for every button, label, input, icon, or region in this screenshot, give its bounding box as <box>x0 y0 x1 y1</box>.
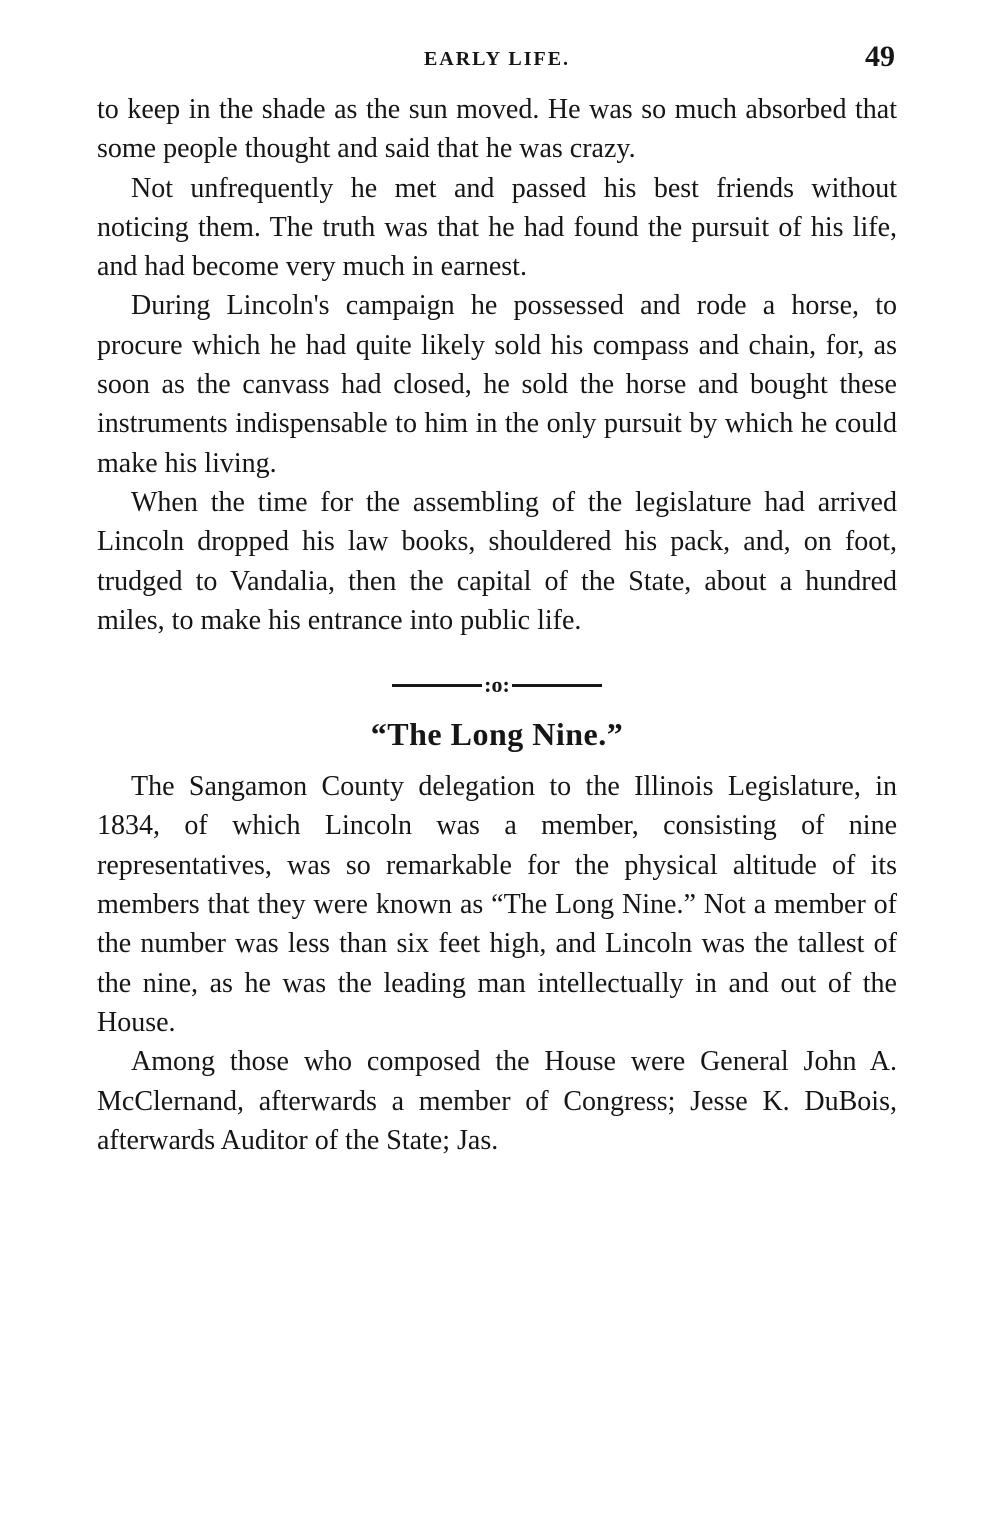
divider-mark: :o: <box>484 672 510 698</box>
paragraph: Not unfrequently he met and passed his best friends without noticing them. The truth was that he had found the pursuit of his life, and had become very much in earnest. <box>97 172 897 283</box>
page-number: 49 <box>865 40 895 73</box>
running-head: EARLY LIFE. <box>423 48 571 70</box>
divider-rule-right <box>512 684 602 687</box>
section-divider <box>97 668 897 698</box>
body-text-part2 <box>97 767 897 1160</box>
paragraph: During Lincoln's campaign he possessed and rode a horse, to procure which he had quite likely sold his compass and chain, for, as soon as the canvass had closed, he sold the horse and bought these instruments indispensable to him in the only pursuit by which he could make his living. <box>97 290 897 479</box>
paragraph: When the time for the assembling of the legislature had arrived Lincoln dropped his law books, shouldered his pack, and, on foot, trudged to Vandalia, then the capital of the State, about a hundred miles, to make his entrance into public life. <box>97 486 897 636</box>
page-header <box>97 40 897 90</box>
book-page <box>97 40 897 1160</box>
section-title: “The Long Nine.” <box>370 716 624 753</box>
divider-rule-left <box>392 684 482 687</box>
paragraph-continuation: to keep in the shade as the sun moved. He was so much absorbed that some people thought and said that he was crazy. <box>97 94 897 165</box>
body-text-part1 <box>97 90 897 640</box>
paragraph: Among those who composed the House were General John A. McClernand, afterwards a member of Congress; Jesse K. DuBois, afterwards Auditor of the State; Jas. <box>97 1046 897 1156</box>
paragraph: The Sangamon County delegation to the Illinois Legislature, in 1834, of which Lincoln was a member, consisting of nine representatives, was so remarkable for the physical altitude of its members that they were known as “The Long Nine.” Not a member of the number was less than six feet high, and Lincoln was the tallest of the nine, as he was the leading man intellectually in and out of the House. <box>97 771 897 1038</box>
